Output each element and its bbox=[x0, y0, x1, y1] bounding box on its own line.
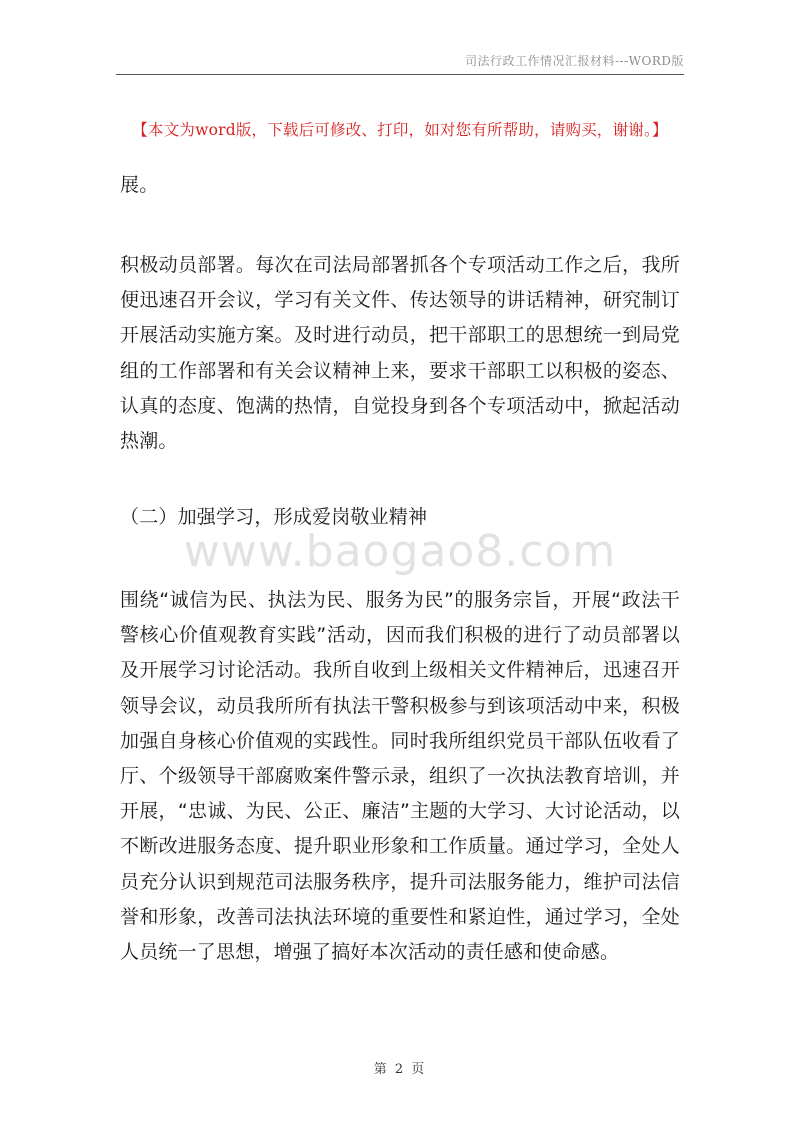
paragraph-study: 围绕“诚信为民、执法为民、服务为民”的服务宗旨，开展“政法干警核心价值观教育实践”活动，因而我们积极的进行了动员部署以及开展学习讨论活动。我所自收到上级相关文件精神后，迅速召开领导会议，动员我所所有执法干警积极参与到该项活动中来，积极加强自身核心价值观的实践性。同时我所组织党员干部队伍收看了厅、个级领导干部腐败案件警示录，组织了一次执法教育培训，并开展，“忠诚、为民、公正、廉洁”主题的大学习、大讨论活动，以不断改进服务态度、提升职业形象和工作质量。通过学习，全处人员充分认识到规范司法服务秩序，提升司法服务能力，维护司法信誉和形象，改善司法执法环境的重要性和紧迫性，通过学习，全处人员统一了思想，增强了搞好本次活动的责任感和使命感。 bbox=[120, 589, 680, 964]
paragraph-mobilization: 积极动员部署。每次在司法局部署抓各个专项活动工作之后，我所便迅速召开会议，学习有关文件、传达领导的讲话精神，研究制订开展活动实施方案。及时进行动员，把干部职工的思想统一到局党组的工作部署和有关会议精神上来，要求干部职工以积极的姿态、认真的态度、饱满的热情，自觉投身到各个专项活动中，掀起活动热潮。 bbox=[120, 254, 680, 453]
section-heading: （二）加强学习，形成爱岗敬业精神 bbox=[120, 506, 428, 528]
paragraph-continuation: 展。 bbox=[120, 174, 159, 196]
watermark: www.baogao8.com bbox=[183, 526, 617, 577]
page-header-title: 司法行政工作情况汇报材料---WORD版 bbox=[465, 54, 684, 68]
header-divider bbox=[116, 74, 684, 75]
purchase-notice: 【本文为word版，下载后可修改、打印，如对您有所帮助，请购买，谢谢。】 bbox=[132, 121, 668, 139]
page-number: 第 2 页 bbox=[373, 1062, 427, 1077]
